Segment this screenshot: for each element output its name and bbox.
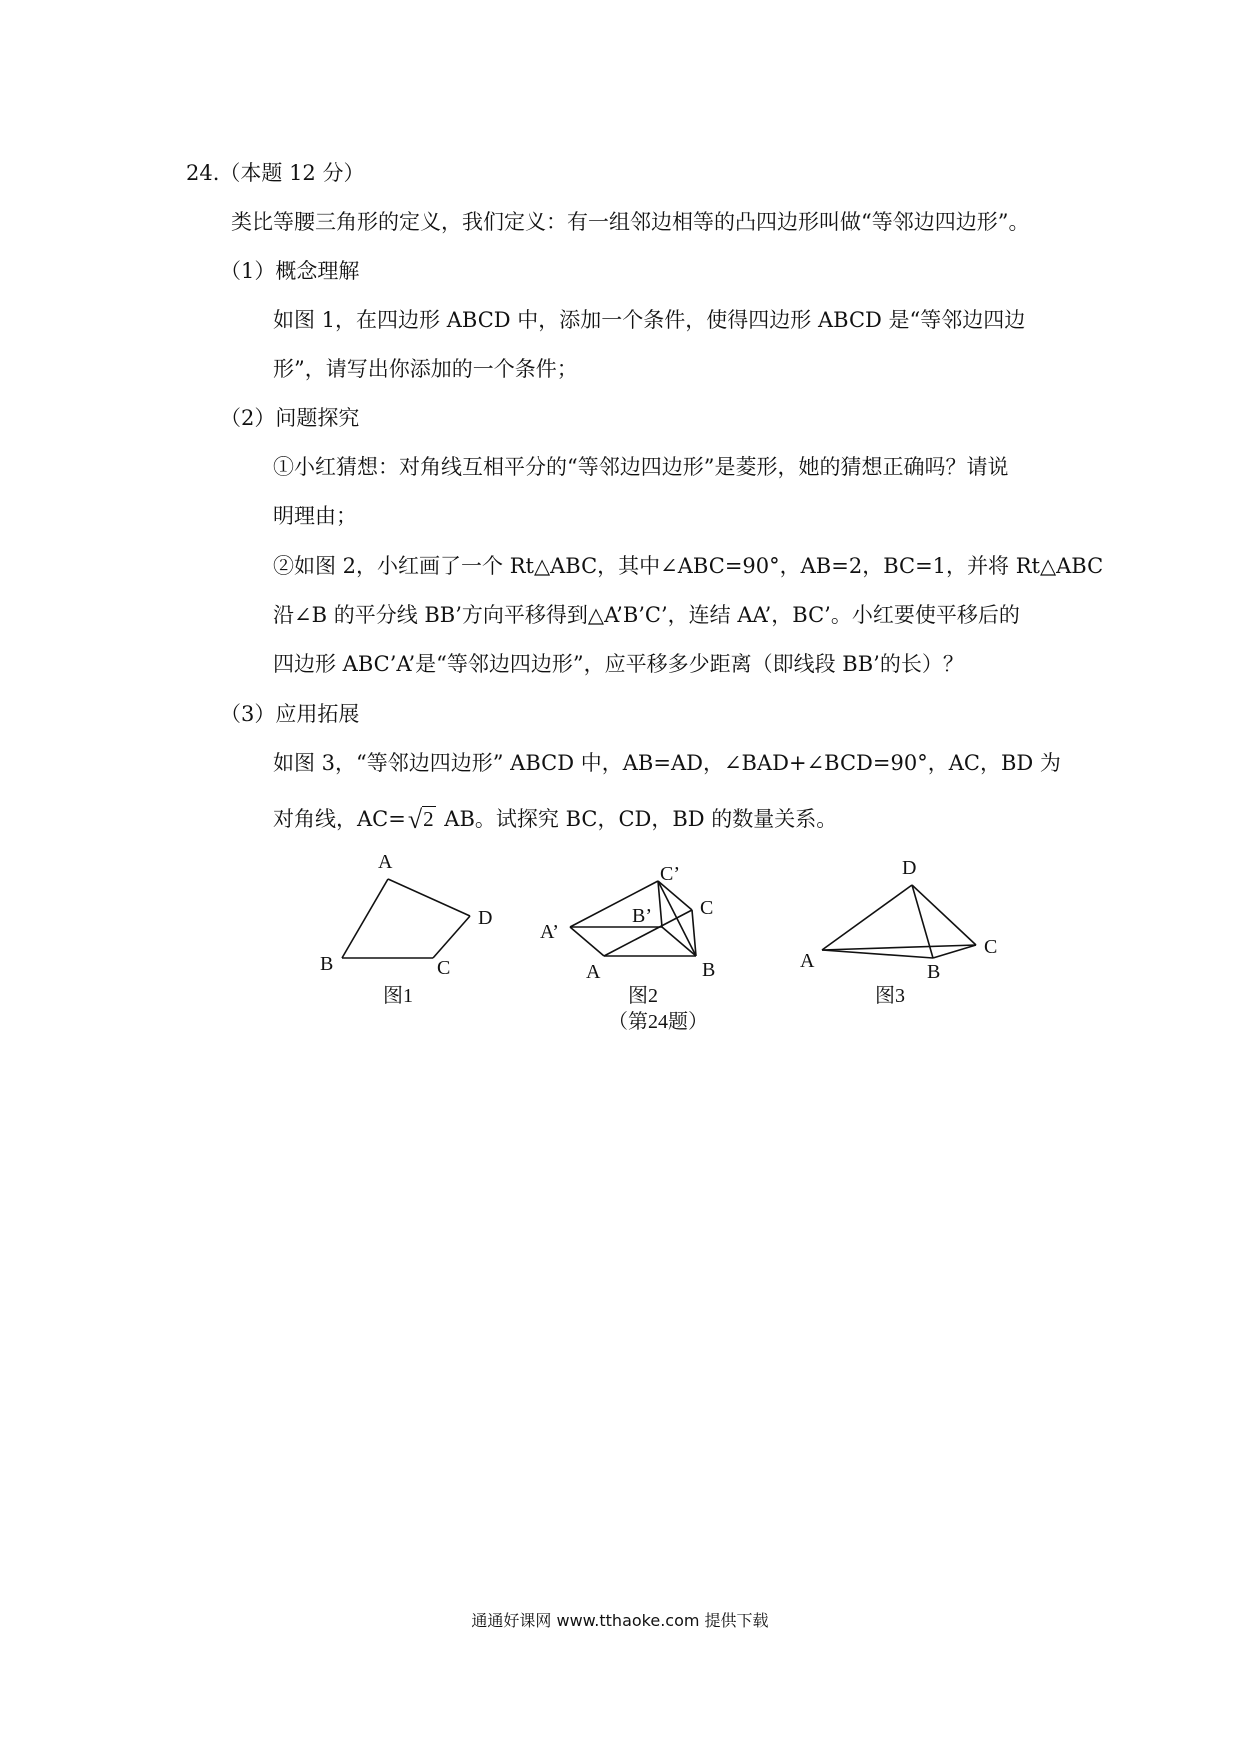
problem-header: 24.（本题 12 分） (186, 161, 365, 185)
part3-title: （3）应用拓展 (220, 702, 360, 726)
part1-text-line1: 如图 1，在四边形 ABCD 中，添加一个条件，使得四边形 ABCD 是“等邻边四边 (273, 308, 1026, 332)
fig1-edge-ab (342, 879, 388, 958)
fig2-segment-aa1 (570, 927, 604, 956)
fig2-segment-cc1 (658, 881, 692, 910)
fig2-label-b-prime: B’ (632, 905, 652, 927)
part1-title: （1）概念理解 (220, 259, 360, 283)
fig2-label-b: B (702, 959, 716, 981)
part2-q2-line2: 沿∠B 的平分线 BB’方向平移得到△A’B’C’，连结 AA’，BC’。小红要使平移后的 (273, 603, 1020, 627)
fig1-edge-cd (433, 916, 470, 958)
fig3-label-c: C (984, 936, 998, 958)
figures-group-caption: （第24题） (608, 1011, 708, 1032)
fig2-label-c-prime: C’ (660, 863, 680, 885)
figure-3-labels (800, 857, 997, 1007)
fig3-caption: 图3 (875, 985, 905, 1007)
part3-text-line1: 如图 3，“等邻边四边形” ABCD 中，AB=AD，∠BAD+∠BCD=90°，AC，BD 为 (273, 751, 1061, 775)
sqrt-radicand: 2 (423, 807, 434, 831)
part3-text-line2 (273, 805, 837, 833)
fig1-label-b: B (320, 953, 334, 975)
fig1-label-c: C (437, 957, 451, 979)
fig2-label-a-prime: A’ (540, 921, 559, 943)
fig1-caption: 图1 (383, 985, 413, 1007)
fig3-edge-ad (822, 885, 912, 950)
sqrt-sign: √ (407, 805, 423, 834)
page-footer: 通通好课网 www.tthaoke.com 提供下载 (471, 1611, 769, 1630)
figure-2-labels (540, 863, 715, 1007)
part2-q1-line1: ①小红猜想：对角线互相平分的“等邻边四边形”是菱形，她的猜想正确吗？请说 (273, 455, 1009, 479)
fig2-segment-bc1 (658, 881, 696, 956)
fig3-diagonal-ac (822, 945, 976, 950)
part2-q2-line3: 四边形 ABC’A’是“等邻边四边形”，应平移多少距离（即线段 BB’的长）？ (273, 652, 964, 676)
part3-line2-suffix: AB。试探究 BC，CD，BD 的数量关系。 (437, 807, 838, 831)
part3-line2-prefix: 对角线，AC= (273, 807, 406, 831)
fig3-edge-ba (822, 950, 933, 958)
part1-text-line2: 形”，请写出你添加的一个条件； (273, 357, 578, 381)
fig1-edge-da (388, 879, 470, 916)
part2-title: （2）问题探究 (220, 406, 360, 430)
fig2-caption: 图2 (628, 985, 658, 1007)
figure-1 (342, 879, 470, 958)
figures-group (300, 842, 1020, 1032)
fig1-label-a: A (378, 851, 393, 873)
fig2-label-a: A (586, 961, 601, 983)
fig3-label-b: B (927, 961, 941, 983)
fig2-label-c: C (700, 897, 714, 919)
fig3-edge-dc (912, 885, 976, 945)
part2-q2-line1: ②如图 2，小红画了一个 Rt△ABC，其中∠ABC=90°，AB=2，BC=1，并将 Rt△ABC (273, 554, 1104, 578)
fig2-segment-bb1 (662, 927, 696, 956)
fig1-label-d: D (478, 907, 493, 929)
figure-3 (822, 885, 976, 958)
problem-intro: 类比等腰三角形的定义，我们定义：有一组邻边相等的凸四边形叫做“等邻边四边形”。 (231, 210, 1030, 234)
part2-q1-line2: 明理由； (273, 504, 357, 528)
figures-svg (300, 842, 1020, 1032)
figure-1-labels (320, 851, 492, 1007)
fig3-label-a: A (800, 950, 815, 972)
fig3-label-d: D (902, 857, 917, 879)
sqrt-expression (408, 805, 436, 833)
